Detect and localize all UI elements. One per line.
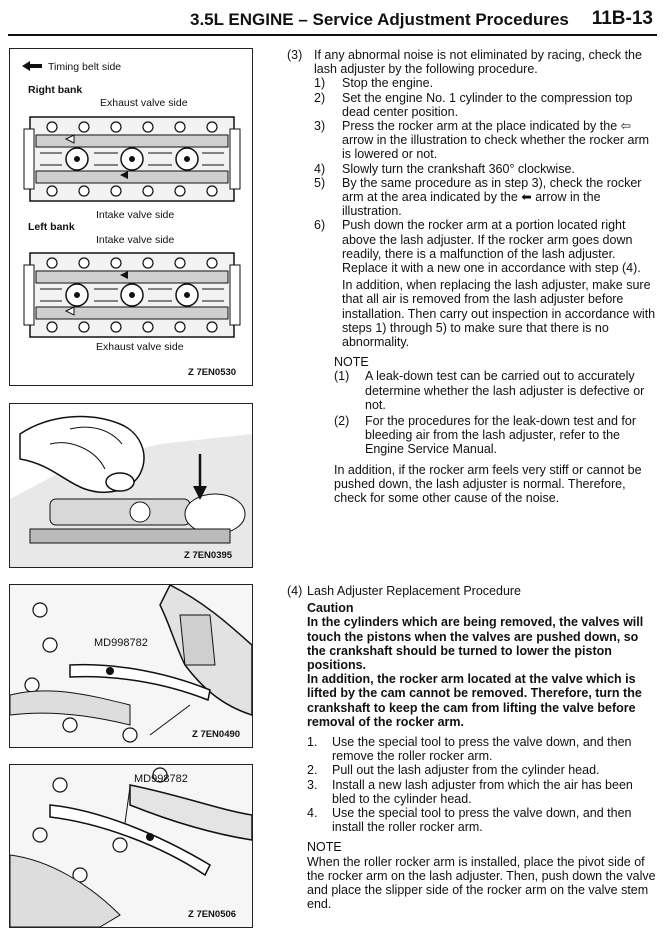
- note-number: (1): [334, 369, 350, 384]
- step-number: 2.: [307, 763, 318, 778]
- section-3-addition: In addition, when replacing the lash adjuster, make sure that all air is removed from the lash adjuster before installation. Then carry out inspection in accordance with steps 1) through 5) to make sure that there is no abnormality.: [342, 278, 656, 350]
- note-1: [287, 369, 659, 412]
- step-number: 4.: [307, 806, 318, 821]
- step-number: 5): [314, 175, 326, 190]
- step-text: Push down the rocker arm at a portion located right above the lash adjuster. If the rocker arm goes down readily, there is a malfunction of the lash adjuster. Replace it with a new one in accordance with step (4).: [342, 218, 641, 276]
- note-text: A leak-down test can be carried out to accurately determine whether the lash adjuster is defective or not.: [365, 369, 645, 412]
- section-4-note-text: When the roller rocker arm is installed, place the pivot side of the rocker arm on the lash adjuster. Then, push down the valve and place the slipper side of the rocker arm on the valve stem end.: [307, 854, 656, 912]
- note-2: [287, 414, 659, 457]
- tool-install-drawing: [10, 765, 252, 927]
- step-number: 3): [314, 119, 326, 134]
- note-label: NOTE: [334, 355, 369, 370]
- right-bank-head-drawing: [22, 109, 242, 209]
- figure-code: Z 7EN0530: [188, 367, 237, 378]
- replace-step-2: [287, 763, 659, 777]
- section-3-closing: In addition, if the rocker arm feels very stiff or cannot be pushed down, the lash adjuster is normal. Therefore, check for some other cause of the noise.: [334, 462, 642, 506]
- exhaust-valve-side-top-label: Exhaust valve side: [100, 97, 188, 109]
- left-bank-head-drawing: [22, 245, 242, 345]
- replace-step-1: [287, 735, 659, 763]
- step-text: Slowly turn the crankshaft 360° clockwise.: [342, 161, 575, 176]
- left-bank-label: Left bank: [28, 221, 75, 233]
- intake-valve-side-label-1: Intake valve side: [96, 209, 175, 221]
- step-text: Press the rocker arm at the place indicated by the ⇦ arrow in the illustration to check whether the rocker arm is lowered or not.: [342, 119, 650, 162]
- caution-text-2: In addition, the rocker arm located at the valve which is lifted by the cam cannot be removed. Therefore, turn the crankshaft to keep the cam from lifting the valve before removal of the rocker arm.: [307, 672, 642, 729]
- section-3-intro-text: If any abnormal noise is not eliminated by racing, check the lash adjuster by the following procedure.: [314, 48, 642, 77]
- figure-special-tool-install: [9, 764, 253, 928]
- step-text: Pull out the lash adjuster from the cylinder head.: [332, 763, 600, 778]
- hand-pressing-drawing: [10, 404, 252, 567]
- replace-step-4: [287, 806, 659, 834]
- page-title: 3.5L ENGINE – Service Adjustment Procedures: [190, 10, 569, 29]
- timing-belt-side-label: Timing belt side: [48, 61, 122, 73]
- step-5: [287, 176, 659, 219]
- step-1: [287, 76, 659, 90]
- section-3: [287, 48, 659, 505]
- section-4: [287, 584, 659, 911]
- section-4-heading: [287, 584, 659, 598]
- step-number: 3.: [307, 777, 318, 792]
- figure-press-rocker-arm: [9, 403, 253, 568]
- exhaust-valve-side-bottom-label: Exhaust valve side: [96, 341, 184, 353]
- section-3-number: (3): [287, 48, 303, 62]
- step-2: [287, 91, 659, 119]
- step-6: [287, 218, 659, 275]
- figure-code: Z 7EN0506: [188, 909, 237, 920]
- section-4-note-label: NOTE: [307, 840, 342, 855]
- section-4-title: Lash Adjuster Replacement Procedure: [307, 584, 522, 598]
- section-3-intro: [287, 48, 659, 76]
- step-text: Install a new lash adjuster from which the air has been bled to the cylinder head.: [332, 777, 633, 806]
- intake-valve-side-label-2: Intake valve side: [96, 234, 175, 246]
- step-text: Stop the engine.: [342, 76, 434, 91]
- caution-text-1: In the cylinders which are being removed, the valves will touch the pistons when the valves are pushed down, so the crankshaft should be turned to lower the piston positions.: [307, 615, 644, 673]
- left-arrow-icon: [22, 61, 42, 71]
- replace-step-3: [287, 778, 659, 806]
- tool-label: MD998782: [94, 637, 148, 649]
- right-bank-label: Right bank: [28, 84, 83, 96]
- section-4-number: (4): [287, 584, 303, 598]
- figure-special-tool-remove: [9, 584, 253, 748]
- figure-code: Z 7EN0490: [192, 729, 241, 740]
- step-number: 4): [314, 161, 326, 176]
- page-number: 11B-13: [591, 8, 653, 29]
- step-number: 1.: [307, 735, 318, 750]
- step-number: 2): [314, 90, 326, 105]
- step-4: [287, 162, 659, 176]
- step-number: 1): [314, 76, 326, 91]
- step-number: 6): [314, 218, 326, 233]
- figure-cylinder-heads: [9, 48, 253, 386]
- step-text: Use the special tool to press the valve down, and then remove the roller rocker arm.: [332, 735, 632, 764]
- note-text: For the procedures for the leak-down test and for bleeding air from the lash adjuster, refer to the Engine Service Manual.: [365, 414, 636, 457]
- tool-label: MD998782: [134, 773, 188, 785]
- section-3-steps: [287, 76, 659, 275]
- step-text: By the same procedure as in step 3), check the rocker arm at the area indicated by the ⬅ arrow in the illustration.: [342, 175, 642, 219]
- note-number: (2): [334, 414, 350, 429]
- step-text: Set the engine No. 1 cylinder to the compression top dead center position.: [342, 90, 633, 119]
- tool-remove-drawing: [10, 585, 252, 747]
- step-text: Use the special tool to press the valve down, and then install the roller rocker arm.: [332, 806, 632, 835]
- step-3: [287, 119, 659, 162]
- page-header: [8, 4, 657, 36]
- figure-code: Z 7EN0395: [184, 550, 233, 561]
- caution-label: Caution: [307, 601, 354, 616]
